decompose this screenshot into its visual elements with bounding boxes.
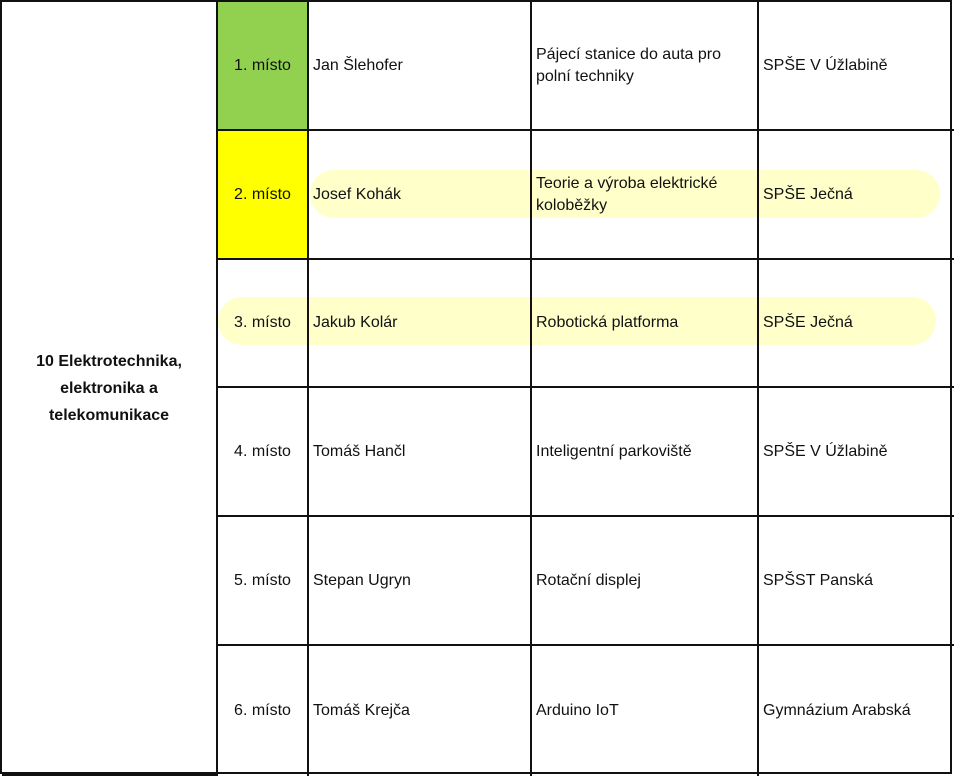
place-cell: 1. místo: [218, 2, 309, 131]
name-cell: Tomáš Hančl: [309, 388, 532, 517]
project-cell: Arduino IoT: [532, 646, 759, 776]
project-line-1: Pájecí stanice do auta pro: [536, 45, 722, 63]
school-cell: SPŠE Ječná: [759, 260, 954, 388]
place-cell: 4. místo: [218, 388, 309, 517]
place-cell: 2. místo: [218, 131, 309, 260]
school-cell: SPŠE V Úžlabině: [759, 388, 954, 517]
place-cell: 6. místo: [218, 646, 309, 776]
name-cell: Stepan Ugryn: [309, 517, 532, 646]
project-cell: [532, 2, 759, 131]
category-line-1: 10 Elektrotechnika,: [36, 352, 182, 370]
project-cell: [532, 131, 759, 260]
project-cell: Robotická platforma: [532, 260, 759, 388]
school-cell: SPŠST Panská: [759, 517, 954, 646]
school-cell: SPŠE V Úžlabině: [759, 2, 954, 131]
project-cell: Inteligentní parkoviště: [532, 388, 759, 517]
place-cell: 5. místo: [218, 517, 309, 646]
project-line-2: koloběžky: [536, 196, 608, 214]
project-line-2: polní techniky: [536, 67, 634, 85]
category-line-2: elektronika a: [60, 379, 158, 397]
place-cell: 3. místo: [218, 260, 309, 388]
name-cell: Jakub Kolár: [309, 260, 532, 388]
category-cell: [2, 2, 218, 776]
name-cell: Josef Kohák: [309, 131, 532, 260]
name-cell: Tomáš Krejča: [309, 646, 532, 776]
name-cell: Jan Šlehofer: [309, 2, 532, 131]
project-cell: Rotační displej: [532, 517, 759, 646]
project-line-1: Teorie a výroba elektrické: [536, 174, 718, 192]
category-line-3: telekomunikace: [48, 406, 170, 424]
school-cell: Gymnázium Arabská: [763, 702, 911, 719]
school-cell: SPŠE Ječná: [759, 131, 954, 260]
